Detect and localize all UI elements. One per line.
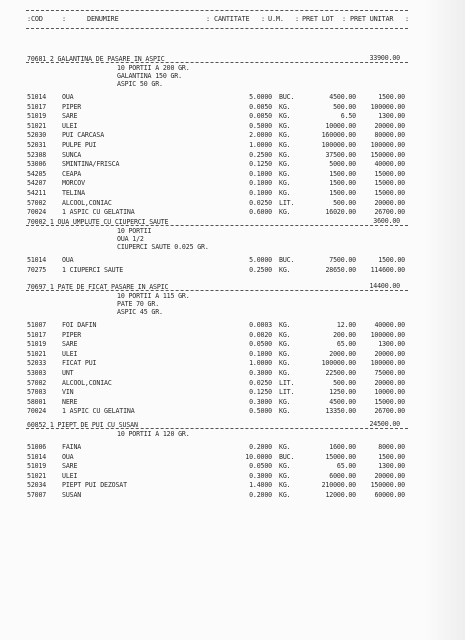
recipe-note: CIUPERCI SAUTE 0.025 GR. [117, 243, 209, 251]
ingredient-unit-price: 15000.00 [374, 179, 405, 188]
ingredient-quantity: 0.1000 [249, 349, 272, 358]
ingredient-name: ULEI [62, 349, 78, 358]
ingredient-unit-price: 26700.00 [374, 407, 405, 416]
ingredient-lot-price: 6.50 [340, 112, 356, 121]
ingredient-quantity: 0.1000 [249, 179, 272, 188]
header-pret-unitar: PRET UNITAR [350, 15, 394, 23]
recipe-note: PATE 70 GR. [117, 300, 160, 308]
ingredient-unit-price: 26700.00 [374, 208, 405, 217]
ingredient-code: 51021 [27, 471, 47, 480]
header-sep-2: : [206, 15, 210, 23]
recipe-title-rule [26, 290, 408, 291]
ingredient-code: 57002 [27, 378, 47, 387]
recipe-note: 10 PORTII A 115 GR. [117, 292, 190, 300]
header-sep-6: : [405, 15, 409, 23]
ingredient-code: 54207 [27, 179, 47, 188]
recipe-note: 10 PORTII A 200 GR. [117, 64, 190, 72]
ingredient-lot-price: 200.00 [333, 330, 356, 339]
recipe-title-rule [26, 428, 408, 429]
ingredient-code: 52033 [27, 359, 47, 368]
ingredient-unit: KG. [279, 131, 291, 140]
ingredient-unit: BUC. [279, 452, 295, 461]
ingredient-unit-price: 150000.00 [370, 150, 405, 159]
ingredient-name: VIN [62, 388, 74, 397]
ingredient-unit: KG. [279, 359, 291, 368]
ingredient-lot-price: 6000.00 [329, 471, 356, 480]
ingredient-unit-price: 60000.00 [374, 491, 405, 499]
ingredient-unit: KG. [279, 462, 291, 471]
ingredient-unit: LIT. [279, 198, 295, 207]
ingredient-code: 70024 [27, 407, 47, 416]
ingredient-lot-price: 13350.00 [325, 407, 356, 416]
ingredient-lot-price: 7500.00 [329, 256, 356, 264]
ingredient-code: 52031 [27, 141, 47, 149]
ingredient-unit: KG. [279, 150, 291, 159]
ingredient-quantity: 1.0000 [249, 141, 272, 149]
header-bottom-rule [26, 28, 408, 29]
ingredient-lot-price: 65.00 [336, 462, 356, 471]
ingredient-quantity: 10.0000 [245, 452, 272, 461]
ingredient-unit: KG. [279, 443, 291, 451]
ingredient-unit-price: 15000.00 [374, 397, 405, 406]
ingredient-lot-price: 160000.00 [321, 131, 356, 140]
ingredient-code: 52308 [27, 150, 47, 159]
ingredient-unit: KG. [279, 349, 291, 358]
header-sep-3: : [261, 15, 265, 23]
ingredient-unit: KG. [279, 481, 291, 490]
ingredient-name: SMINTINA/FRISCA [62, 160, 120, 169]
ingredient-quantity: 0.2000 [249, 491, 272, 499]
ingredient-unit-price: 150000.00 [370, 481, 405, 490]
recipe-note: 10 PORTII [117, 227, 152, 235]
header-cod: :COD [27, 15, 43, 23]
ingredient-unit-price: 1300.00 [378, 462, 405, 471]
recipe-title-rule [26, 225, 408, 226]
header-sep-4: : [295, 15, 299, 23]
ingredient-unit-price: 40000.00 [374, 321, 405, 329]
ingredient-code: 52030 [27, 131, 47, 140]
ingredient-code: 51014 [27, 452, 47, 461]
ingredient-quantity: 0.0050 [249, 102, 272, 111]
ingredient-quantity: 0.1000 [249, 169, 272, 178]
ingredient-lot-price: 65.00 [336, 340, 356, 349]
ingredient-quantity: 0.2000 [249, 443, 272, 451]
ingredient-quantity: 0.6000 [249, 208, 272, 217]
ingredient-code: 57007 [27, 491, 47, 499]
ingredient-unit: KG. [279, 179, 291, 188]
ingredient-lot-price: 22500.00 [325, 369, 356, 377]
ingredient-unit-price: 75000.00 [374, 369, 405, 377]
ingredient-code: 54211 [27, 189, 47, 197]
ingredient-unit-price: 1500.00 [378, 93, 405, 101]
ingredient-unit: KG. [279, 208, 291, 217]
ingredient-unit: KG. [279, 471, 291, 480]
ingredient-unit-price: 20000.00 [374, 378, 405, 387]
ingredient-unit-price: 100000.00 [370, 330, 405, 339]
header-sep-5: : [342, 15, 346, 23]
ingredient-lot-price: 28650.00 [325, 265, 356, 274]
ingredient-unit: KG. [279, 340, 291, 349]
ingredient-name: SUSAN [62, 491, 82, 499]
ingredient-name: SARE [62, 112, 78, 121]
ingredient-quantity: 5.0000 [249, 93, 272, 101]
ingredient-name: PULPE PUI [62, 141, 97, 149]
ingredient-code: 51021 [27, 349, 47, 358]
ingredient-quantity: 0.1250 [249, 388, 272, 397]
ingredient-code: 53003 [27, 369, 47, 377]
ingredient-name: SARE [62, 340, 78, 349]
ingredient-lot-price: 37500.00 [325, 150, 356, 159]
ingredient-unit: KG. [279, 169, 291, 178]
ingredient-name: OUA [62, 452, 74, 461]
ingredient-unit-price: 40000.00 [374, 160, 405, 169]
recipe-total: 33900.00 [369, 54, 400, 62]
ingredient-unit-price: 100000.00 [370, 141, 405, 149]
ingredient-lot-price: 4500.00 [329, 397, 356, 406]
ingredient-lot-price: 1250.00 [329, 388, 356, 397]
ingredient-name: ALCOOL,CONIAC [62, 378, 112, 387]
ingredient-unit-price: 100000.00 [370, 102, 405, 111]
ingredient-name: UNT [62, 369, 74, 377]
ingredient-name: ALCOOL,CONIAC [62, 198, 112, 207]
ingredient-unit: KG. [279, 102, 291, 111]
ingredient-name: FAINA [62, 443, 82, 451]
ingredient-code: 54205 [27, 169, 47, 178]
header-pret-lot: PRET LOT [302, 15, 334, 23]
header-top-rule [26, 10, 408, 11]
ingredient-lot-price: 12000.00 [325, 491, 356, 499]
ingredient-unit: KG. [279, 160, 291, 169]
ingredient-code: 51006 [27, 443, 47, 451]
ingredient-unit-price: 114600.00 [370, 265, 405, 274]
ingredient-code: 51007 [27, 321, 47, 329]
ingredient-lot-price: 100000.00 [321, 359, 356, 368]
ingredient-quantity: 0.0050 [249, 112, 272, 121]
ingredient-quantity: 0.1000 [249, 189, 272, 197]
ingredient-unit-price: 1300.00 [378, 340, 405, 349]
ingredient-unit: KG. [279, 189, 291, 197]
ingredient-unit: KG. [279, 369, 291, 377]
ingredient-quantity: 0.0003 [249, 321, 272, 329]
ingredient-code: 51019 [27, 462, 47, 471]
ingredient-unit: KG. [279, 121, 291, 130]
ingredient-name: MORCOV [62, 179, 85, 188]
ingredient-lot-price: 15000.00 [325, 452, 356, 461]
recipe-note: OUA 1/2 [117, 235, 144, 243]
ingredient-quantity: 1.4000 [249, 481, 272, 490]
ingredient-unit: KG. [279, 330, 291, 339]
ingredient-lot-price: 16020.00 [325, 208, 356, 217]
ingredient-unit: KG. [279, 491, 291, 499]
ingredient-quantity: 0.0020 [249, 330, 272, 339]
ingredient-quantity: 1.0000 [249, 359, 272, 368]
ingredient-unit-price: 15000.00 [374, 189, 405, 197]
ingredient-code: 51017 [27, 330, 47, 339]
ingredient-name: PIPER [62, 102, 82, 111]
ingredient-lot-price: 500.00 [333, 378, 356, 387]
recipe-title: 70697 1 PATE DE FICAT PASARE IN ASPIC [27, 283, 169, 291]
ingredient-lot-price: 2000.00 [329, 349, 356, 358]
ingredient-name: CEAPA [62, 169, 82, 178]
ingredient-name: PUI CARCASA [62, 131, 105, 140]
ingredient-unit-price: 20000.00 [374, 198, 405, 207]
recipe-note: ASPIC 45 GR. [117, 308, 163, 316]
ingredient-unit-price: 15000.00 [374, 169, 405, 178]
recipe-note: ASPIC 50 GR. [117, 80, 163, 88]
ingredient-code: 51014 [27, 256, 47, 264]
ingredient-unit-price: 20000.00 [374, 121, 405, 130]
ingredient-code: 53006 [27, 160, 47, 169]
recipe-total: 3600.00 [373, 217, 400, 225]
ingredient-code: 51019 [27, 112, 47, 121]
ingredient-quantity: 0.5000 [249, 121, 272, 130]
ingredient-unit: LIT. [279, 388, 295, 397]
header-sep-1: : [62, 15, 66, 23]
ingredient-name: FICAT PUI [62, 359, 97, 368]
ingredient-name: SUNCA [62, 150, 82, 159]
ingredient-code: 52034 [27, 481, 47, 490]
ingredient-quantity: 0.2500 [249, 265, 272, 274]
recipe-note: GALANTINA 150 GR. [117, 72, 182, 80]
ingredient-quantity: 0.3000 [249, 397, 272, 406]
ingredient-unit: LIT. [279, 378, 295, 387]
recipe-total: 24500.00 [369, 420, 400, 428]
ingredient-name: ULEI [62, 121, 78, 130]
ingredient-code: 70275 [27, 265, 47, 274]
ingredient-name: 1 CIUPERCI SAUTE [62, 265, 124, 274]
recipe-title-rule [26, 62, 408, 63]
ingredient-lot-price: 1500.00 [329, 169, 356, 178]
ingredient-unit-price: 1500.00 [378, 256, 405, 264]
ingredient-lot-price: 500.00 [333, 198, 356, 207]
ingredient-code: 57002 [27, 198, 47, 207]
ingredient-name: PIPER [62, 330, 82, 339]
ingredient-lot-price: 1600.00 [329, 443, 356, 451]
ingredient-quantity: 0.0250 [249, 378, 272, 387]
ingredient-quantity: 0.3000 [249, 471, 272, 480]
ingredient-unit: BUC. [279, 93, 295, 101]
ingredient-code: 58001 [27, 397, 47, 406]
ingredient-unit-price: 10000.00 [374, 388, 405, 397]
recipe-title: 60852 1 PIEPT DE PUI CU SUSAN [27, 421, 138, 429]
ingredient-lot-price: 210000.00 [321, 481, 356, 490]
ingredient-name: OUA [62, 256, 74, 264]
recipe-title: 70002 1 OUA UMPLUTE CU CIUPERCI SAUTE [27, 218, 169, 226]
ingredient-unit-price: 100000.00 [370, 359, 405, 368]
recipe-title: 70681 2 GALANTINA DE PASARE IN ASPIC [27, 55, 165, 63]
ingredient-code: 70024 [27, 208, 47, 217]
recipe-note: 10 PORTII A 120 GR. [117, 430, 190, 438]
ingredient-quantity: 0.0250 [249, 198, 272, 207]
ingredient-name: NERE [62, 397, 78, 406]
recipe-total: 14400.00 [369, 282, 400, 290]
header-cantitate: CANTITATE [214, 15, 250, 23]
ingredient-lot-price: 5000.00 [329, 160, 356, 169]
ingredient-lot-price: 4500.00 [329, 93, 356, 101]
ingredient-unit: KG. [279, 407, 291, 416]
ingredient-quantity: 0.5000 [249, 407, 272, 416]
ingredient-lot-price: 1500.00 [329, 179, 356, 188]
ingredient-name: 1 ASPIC CU GELATINA [62, 407, 135, 416]
ingredient-unit: KG. [279, 397, 291, 406]
ingredient-code: 51014 [27, 93, 47, 101]
ingredient-quantity: 0.1250 [249, 160, 272, 169]
ingredient-lot-price: 1500.00 [329, 189, 356, 197]
ingredient-unit-price: 1300.00 [378, 112, 405, 121]
ingredient-code: 51017 [27, 102, 47, 111]
ingredient-unit: KG. [279, 141, 291, 149]
ingredient-code: 51021 [27, 121, 47, 130]
ingredient-lot-price: 10000.00 [325, 121, 356, 130]
ingredient-lot-price: 500.00 [333, 102, 356, 111]
ingredient-name: PIEPT PUI DEZOSAT [62, 481, 127, 490]
ingredient-unit-price: 20000.00 [374, 471, 405, 480]
ingredient-unit: KG. [279, 112, 291, 121]
ingredient-name: OUA [62, 93, 74, 101]
ingredient-unit: BUC. [279, 256, 295, 264]
ingredient-unit-price: 80000.00 [374, 131, 405, 140]
ingredient-unit-price: 20000.00 [374, 349, 405, 358]
header-um: U.M. [268, 15, 284, 23]
ingredient-code: 57003 [27, 388, 47, 397]
ingredient-code: 51019 [27, 340, 47, 349]
ingredient-lot-price: 12.00 [336, 321, 356, 329]
ingredient-name: SARE [62, 462, 78, 471]
ingredient-lot-price: 100000.00 [321, 141, 356, 149]
ingredient-quantity: 5.0000 [249, 256, 272, 264]
ingredient-name: ULEI [62, 471, 78, 480]
ingredient-quantity: 0.2500 [249, 150, 272, 159]
ingredient-unit-price: 1500.00 [378, 452, 405, 461]
ingredient-quantity: 0.0500 [249, 340, 272, 349]
ingredient-quantity: 2.0000 [249, 131, 272, 140]
ingredient-quantity: 0.0500 [249, 462, 272, 471]
ingredient-unit: KG. [279, 265, 291, 274]
ingredient-name: 1 ASPIC CU GELATINA [62, 208, 135, 217]
ingredient-name: FOI DAFIN [62, 321, 97, 329]
ingredient-unit: KG. [279, 321, 291, 329]
ingredient-quantity: 0.3000 [249, 369, 272, 377]
ingredient-unit-price: 8000.00 [378, 443, 405, 451]
scan-shadow [425, 0, 465, 640]
header-denumire: DENUMIRE [87, 15, 119, 23]
ingredient-name: TELINA [62, 189, 85, 197]
